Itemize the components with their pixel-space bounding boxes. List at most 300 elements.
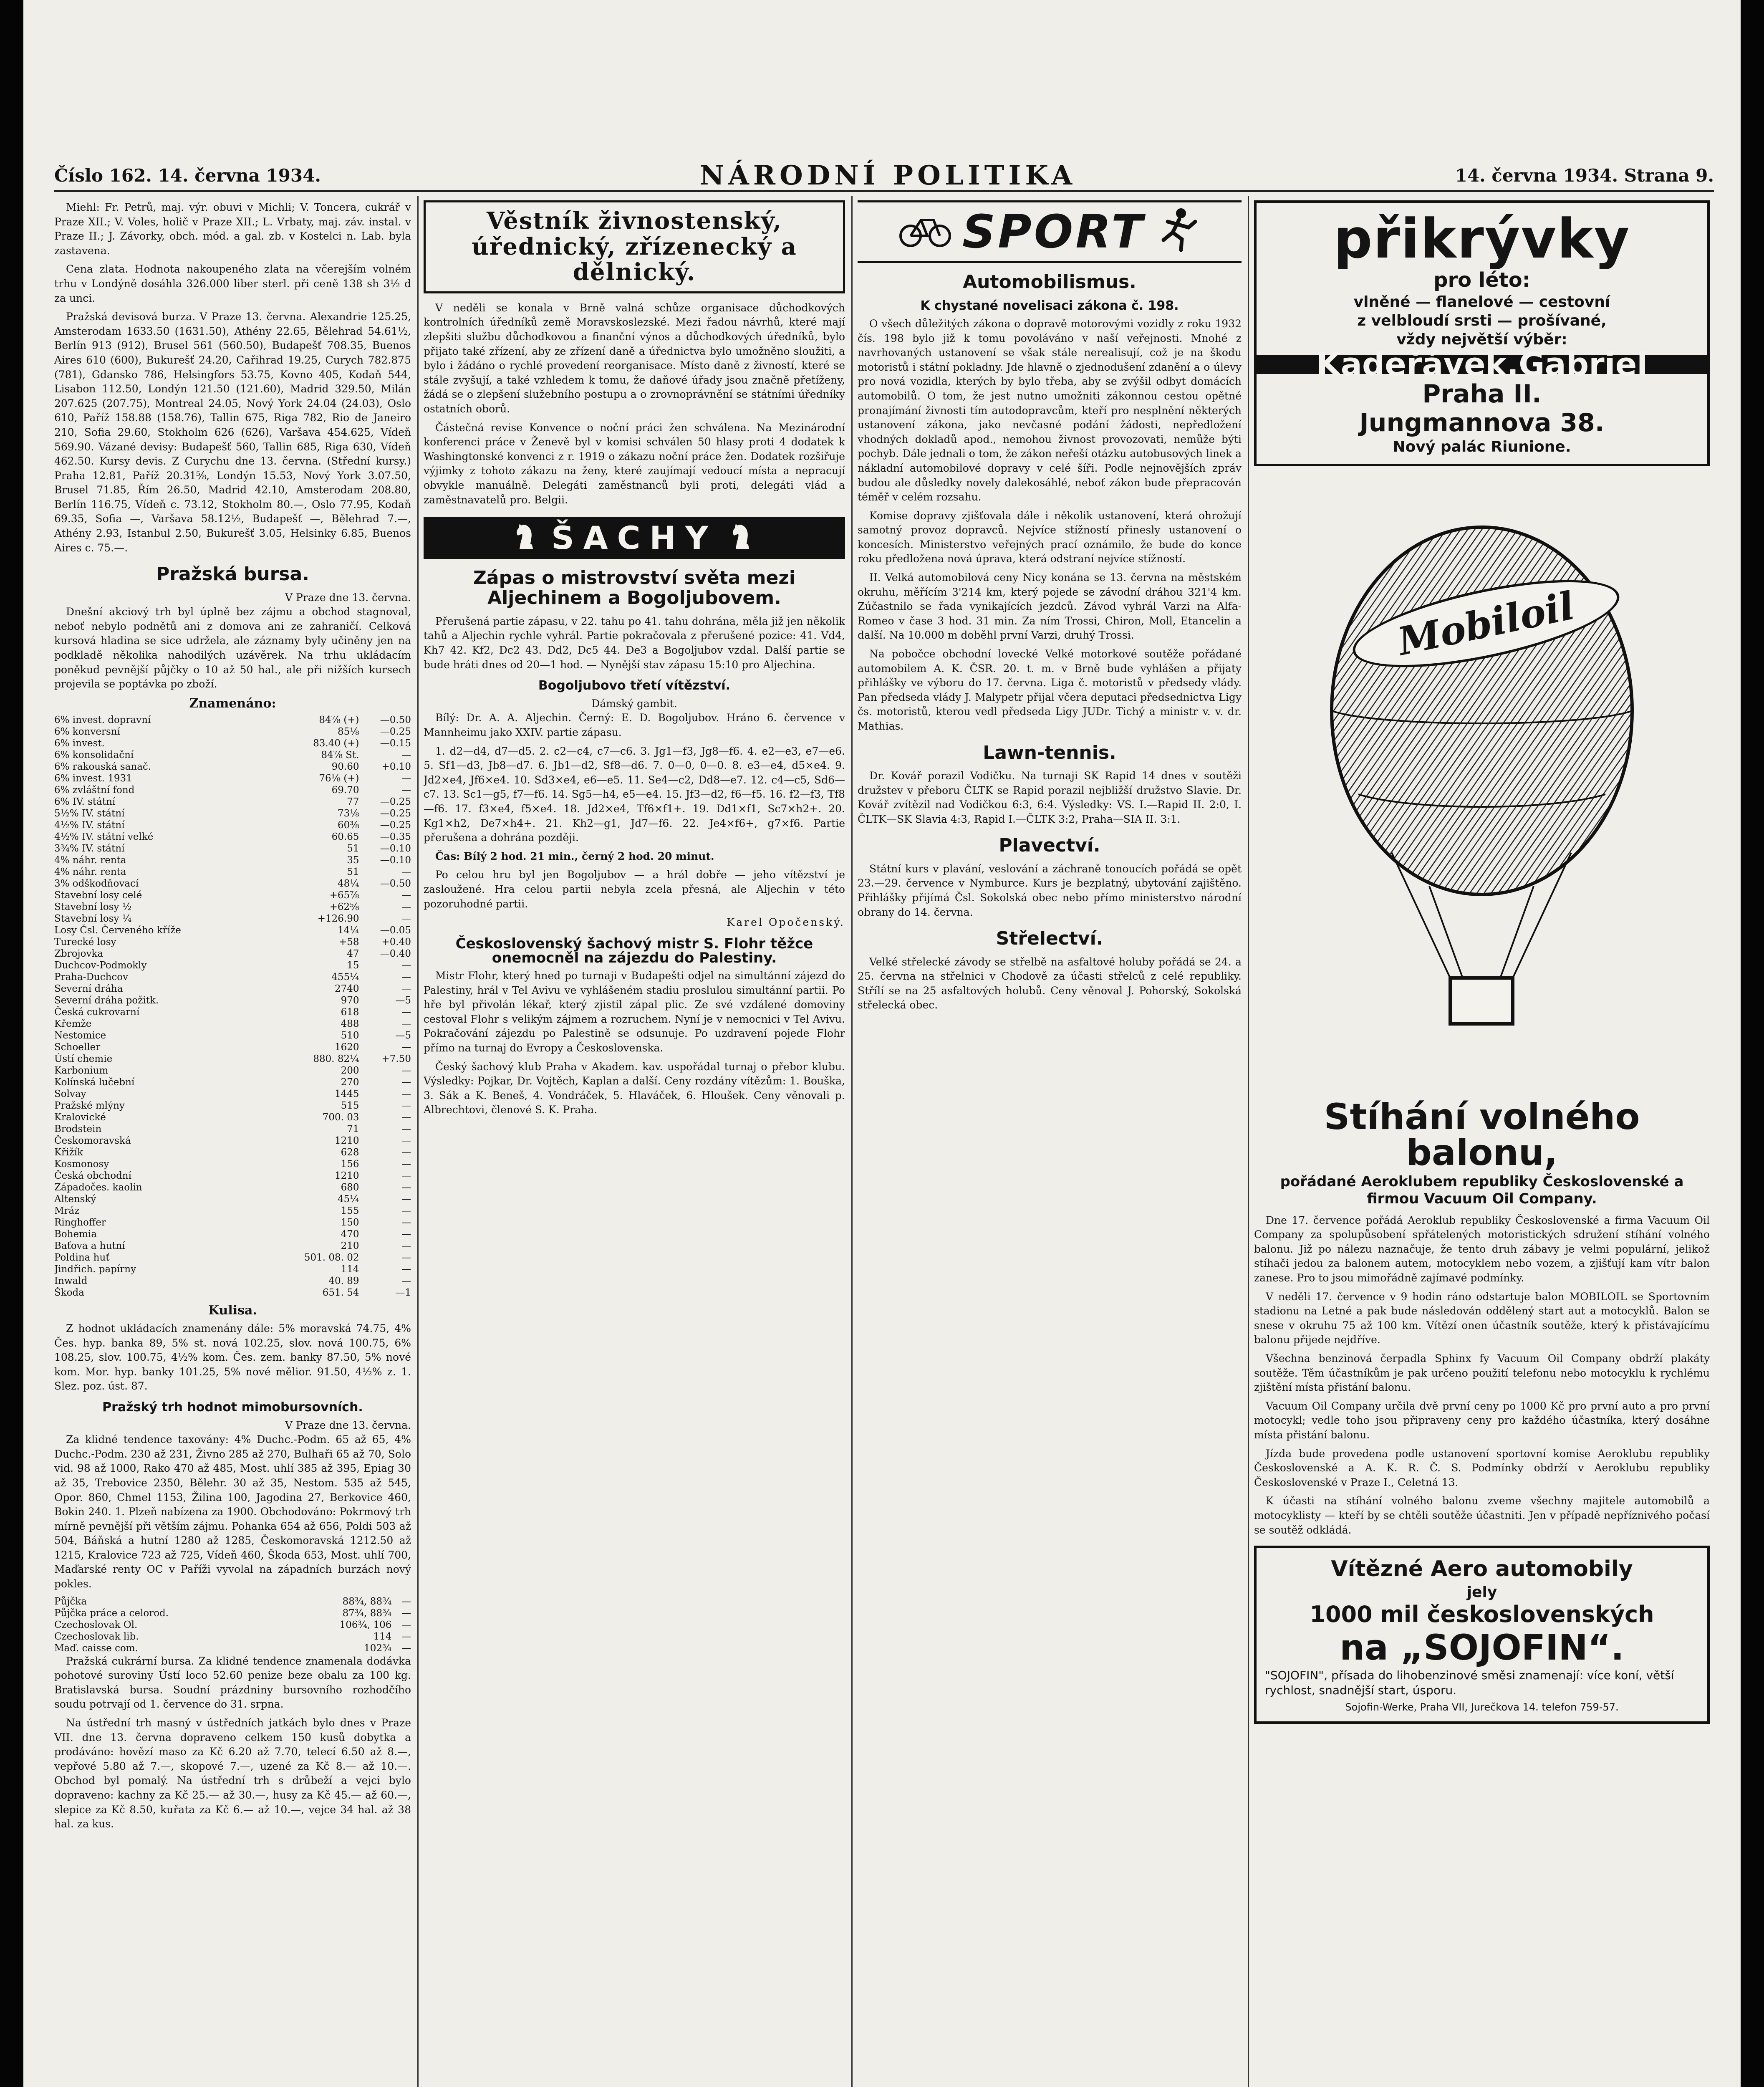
stock-name: Škoda xyxy=(54,1287,84,1299)
stock-change: —0.05 xyxy=(380,925,411,936)
stock-price: 880. 82¼ xyxy=(313,1054,359,1065)
table-row xyxy=(54,1041,411,1053)
table-row xyxy=(54,796,411,808)
header-right: 14. června 1934. Strana 9. xyxy=(1455,165,1714,186)
stock-change: —0.40 xyxy=(380,948,411,960)
table-row xyxy=(54,1642,411,1654)
stock-name: Zbrojovka xyxy=(54,948,103,960)
article-intro: Miehl: Fr. Petrů, maj. výr. obuvi v Michli; V. Toncera, cukrář v Praze XII.; V. Voles, holič v Praze XII.; L. Vrbaty, maj. záv. instal. v Praze II.; J. Závorky, obch. mód. a gal. zb. v Kostelci n. Lab. byla zastavena. xyxy=(54,201,411,257)
balloon-brand: Mobiloil xyxy=(1346,562,1626,685)
table-row xyxy=(54,773,411,784)
chess-banner xyxy=(424,517,845,559)
header-left: Číslo 162. 14. června 1934. xyxy=(54,165,321,186)
article-balloon: Dne 17. července pořádá Aeroklub republiky Československé a firma Vacuum Oil Company za spolupůsobení spřátelených motoristických sdružení stíhání volného balonu. Již po nálezu naznačuje, že tento druh zábavy je velmi populární, jelikož stíhači jedou za balonem autem, motocyklem nebo vozem, a zjišťují kam vítr balon zanese. Pro to jsou mimořádně zajímavé podmínky. xyxy=(1254,1214,1710,1284)
stock-name: 6% IV. státní xyxy=(54,796,116,808)
stock-price: 150 xyxy=(341,1217,359,1228)
table-row xyxy=(54,1112,411,1123)
stock-change: —0.10 xyxy=(380,855,411,866)
bicycle-icon xyxy=(898,211,952,253)
stock-name: Kolínská lučební xyxy=(54,1077,135,1088)
column-ads xyxy=(1254,200,1710,2087)
stock-change: —5 xyxy=(395,995,411,1006)
stock-change: — xyxy=(401,750,411,761)
table-row xyxy=(54,738,411,749)
stock-price: 1445 xyxy=(334,1089,359,1100)
plav-title: Plavectví. xyxy=(999,835,1100,857)
stock-name: Duchcov-Podmokly xyxy=(54,960,147,971)
stock-change: — xyxy=(401,1089,411,1100)
balloon-subtitle: pořádané Aeroklubem republiky Československé a firmou Vacuum Oil Company. xyxy=(1280,1173,1684,1207)
table-row xyxy=(54,1217,411,1228)
ad-blankets-line: pro léto: xyxy=(1433,268,1530,292)
vestnik-title: Věstník živnostenský, úřednický, zřízenecký a dělnický. xyxy=(424,200,845,293)
stock-price: 270 xyxy=(341,1077,359,1088)
stock-price: 76⅛ (+) xyxy=(319,773,359,784)
table-row xyxy=(54,983,411,995)
scan-edge-left xyxy=(0,0,23,2087)
stock-name: Altenský xyxy=(54,1194,96,1205)
kulisa-heading: Kulisa. xyxy=(208,1303,257,1318)
stock-change: —1 xyxy=(395,1287,411,1299)
stock-change: — xyxy=(401,890,411,901)
table-row xyxy=(54,1018,411,1030)
sport-banner-label: SPORT xyxy=(962,205,1146,258)
table-row xyxy=(54,1596,411,1607)
chess-signature: Karel Opočenský. xyxy=(727,916,845,929)
table-row xyxy=(54,878,411,889)
table-row xyxy=(54,1123,411,1135)
table-row xyxy=(54,726,411,738)
stock-change: — xyxy=(401,1182,411,1193)
stock-change: — xyxy=(401,983,411,995)
stock-change: — xyxy=(401,1077,411,1088)
stock-change: — xyxy=(401,960,411,971)
stock-name: 6% zvláštní fond xyxy=(54,785,135,796)
article-auto-4: Na pobočce obchodní lovecké Velké motorkové soutěže pořádané automobilem A. K. ČSR. 20. t. m. v Brně bude vyhlášen a přijaty přihlášky ve výboru do 17. června. Liga č. motoristů v předsedy vlády. Pan předseda vlády J. Malypetr přijal včera deputaci předsednictva Ligy čs. motoristů, kterou vedl předseda Ligy JUDr. Tichý a ministr v. v. dr. Mathias. xyxy=(858,648,1242,733)
article-balloon: Všechna benzinová čerpadla Sphinx fy Vacuum Oil Company obdrží plakáty soutěže. Těm účastníkům je pak určeno použití telefonu nebo motocyklu k rychlému zjištění místa přistání balonu. xyxy=(1254,1352,1710,1394)
stock-change: — xyxy=(401,1159,411,1170)
stock-change: —0.25 xyxy=(380,726,411,738)
article-devisy: Pražská devisová burza. V Praze 13. června. Alexandrie 125.25, Amsterodam 1633.50 (1631.50), Athény 22.65, Bělehrad 54.61½, Berlín 913 (912), Brusel 561 (560.50), Budapešť 708.35, Buenos Aires 610 (600), Bukurešť 24.20, Cařihrad 19.25, Curych 782.875 (781), Gdansko 786, Helsingfors 53.75, Kovno 405, Kodaň 544, Lisabon 112.50, Londýn 121.50 (121.60), Madrid 329.50, Milán 207.625 (207.75), Montreal 24.05, Nový York 24.04 (24.03), Oslo 610, Paříž 158.88 (158.76), Tallin 675, Riga 782, Rio de Janeiro 210, Sofia 29.60, Stokholm 626 (626), Varšava 454.625, Vídeň 569.90. Vázané devisy: Budapešť 560, Tallin 685, Riga 630, Vídeň 462.50. Kursy devis. Z Curychu dne 13. června. (Střední kursy.) Praha 12.81, Paříž 20.31⅝, Londýn 15.53, Nový York 3.07.50, Brusel 71.85, Řím 26.50, Madrid 42.10, Amsterodam 208.80, Berlín 116.75, Vídeň c. 73.12, Stokholm 80.—, Oslo 77.95, Kodaň 69.35, Sofia —, Varšava 58.12½, Budapešť —, Bělehrad 7.—, Athény 2.93, Istanbul 2.50, Bukurešť 3.05, Helsinky 6.85, Buenos Aires c. 75.—. xyxy=(54,311,411,554)
stock-price: 47 xyxy=(347,948,359,960)
knight-icon xyxy=(730,521,755,555)
article-bursa: Dnešní akciový trh byl úplně bez zájmu a obchod stagnoval, neboť nebylo podnětů ani z domova ani ze zahraničí. Celková kursová hladina se sice udržela, ale záznamy byly učiněny jen na podkladě několika nahodilých uzávěrek. Na trhu ukládacím poněkud pevnější půjčky o 10 až 50 hal., ale při nižších kursech projevila se poptávka po zboží. xyxy=(54,606,411,690)
stock-price: 515 xyxy=(341,1100,359,1112)
stock-price: 14¼ xyxy=(337,925,359,936)
stock-name: Inwald xyxy=(54,1276,88,1287)
article-market: Na ústřední trh masný v ústředních jatkách bylo dnes v Praze VII. dne 13. června dopraveno celkem 150 kusů dobytka a prodáváno: hovězí maso za Kč 6.20 až 7.70, telecí 6.50 až 8.—, vepřové 5.80 až 7.—, skopové 7.—, uzené za Kč 8.— až 10.—. Obchod byl pomalý. Na ústřední trh s drůbeží a vejci bylo dopraveno: kachny za Kč 25.— až 30.—, husy za Kč 45.— až 60.—, slepice za Kč 8.50, kuřata za Kč 6.— až 10.—, vejce 34 hal. až 38 hal. za kus. xyxy=(54,1717,411,1830)
stock-change: — xyxy=(401,1124,411,1135)
stock-name: Ústí chemie xyxy=(54,1054,113,1065)
stock-name: Pražské mlýny xyxy=(54,1100,125,1112)
table-row xyxy=(54,714,411,726)
stock-price: 35 xyxy=(347,855,359,866)
article-closing: Z hodnot ukládacích znamenány dále: 5% moravská 74.75, 4% Čes. hyp. banka 89, 5% st. nová 102.25, slov. nová 100.75, 6% 108.25, slov. 100.75, 4½% kom. Čes. zem. banky 87.50, 5% nové kom. Mor. hyp. banky 101.25, 5% nové mělior. 91.50, 4½% z. 1. Slez. poz. úst. 87. xyxy=(54,1322,411,1392)
ad-blankets xyxy=(1254,200,1710,466)
table-row xyxy=(54,761,411,773)
table-row xyxy=(54,1076,411,1088)
stre-title: Střelectví. xyxy=(996,928,1103,950)
table-row xyxy=(54,1147,411,1158)
dateline: V Praze dne 13. června. xyxy=(285,591,411,604)
stock-price: 155 xyxy=(341,1205,359,1217)
stock-name: Českomoravská xyxy=(54,1135,131,1147)
stock-name: Solvay xyxy=(54,1089,86,1100)
stock-name: Kralovické xyxy=(54,1112,106,1123)
article-lawn: Dr. Kovář porazil Vodičku. Na turnaji SK Rapid 14 dnes v soutěži družstev v přeboru ČLTK se Rapid porazil nejbližší družstvo Slavie. Dr. Kovář zvítězil nad Vodičkou 6:3, 6:4. Výsledky: VS. I.—Rapid II. 2:0, I. ČLTK—SK Slavia 4:3, Rapid I.—ČLTK 3:2, Praha—SIA II. 3:1. xyxy=(858,770,1242,825)
stock-change: — xyxy=(401,1217,411,1228)
table-row xyxy=(54,831,411,843)
stock-price: 40. 89 xyxy=(328,1276,359,1287)
stock-price: 51 xyxy=(347,843,359,854)
stock-name: Severní dráha xyxy=(54,983,123,995)
chess-subtitle: Bogoljubovo třetí vítězství. xyxy=(538,678,731,693)
stock-price: 114 xyxy=(341,1264,359,1275)
stock-name: 4½% IV. státní velké xyxy=(54,831,154,843)
stock-price: +62⅝ xyxy=(329,902,359,913)
stock-price: 618 xyxy=(341,1007,359,1018)
table-row xyxy=(54,1240,411,1252)
stock-name: Czechoslovak Ol. xyxy=(54,1619,138,1630)
stock-change: —0.50 xyxy=(380,878,411,889)
stock-name: Křižík xyxy=(54,1147,83,1158)
stock-change: — xyxy=(401,1205,411,1217)
sport-banner xyxy=(858,200,1242,263)
stock-price: 628 xyxy=(341,1147,359,1158)
stock-name: Česká obchodní xyxy=(54,1170,131,1182)
stock-name: Ringhoffer xyxy=(54,1217,106,1228)
stock-change: —5 xyxy=(395,1030,411,1041)
column-chess xyxy=(424,200,845,2087)
balloon-icon xyxy=(1254,477,1710,1095)
ad-sojofin-big: na „SOJOFIN“. xyxy=(1340,1627,1624,1668)
stock-name: Půjčka xyxy=(54,1596,87,1607)
table-row xyxy=(54,925,411,936)
stock-change: — xyxy=(401,1642,411,1654)
stock-change: — xyxy=(401,867,411,878)
table-row xyxy=(54,936,411,948)
stock-price: 114 xyxy=(373,1631,392,1642)
ad-sojofin-mid: 1000 mil československých xyxy=(1310,1601,1654,1628)
stock-name: Západočes. kaolin xyxy=(54,1182,142,1193)
stock-change: — xyxy=(401,902,411,913)
dateline: V Praze dne 13. června. xyxy=(285,1419,411,1431)
stock-name: 3¾% IV. státní xyxy=(54,843,125,854)
knight-icon xyxy=(514,521,539,555)
table-row xyxy=(54,1287,411,1299)
table-row xyxy=(54,1182,411,1193)
stock-price: 700. 03 xyxy=(322,1112,359,1123)
stock-name: Mráz xyxy=(54,1205,80,1217)
table-row xyxy=(54,960,411,971)
stock-price: +126.90 xyxy=(317,913,359,925)
stock-price: 71 xyxy=(347,1124,359,1135)
table-row xyxy=(54,854,411,866)
table-row xyxy=(54,948,411,960)
stock-change: —0.25 xyxy=(380,796,411,808)
stock-name: Poldina huť xyxy=(54,1252,110,1263)
stock-change: —0.25 xyxy=(380,808,411,819)
table-row xyxy=(54,1193,411,1205)
stock-change: — xyxy=(401,1100,411,1112)
column-sport xyxy=(858,200,1242,2087)
small-table xyxy=(54,1596,411,1654)
column-rule xyxy=(1248,196,1249,2087)
stock-name: Karbonium xyxy=(54,1065,109,1076)
stock-price: 680 xyxy=(341,1182,359,1193)
ad-sojofin-text: "SOJOFIN", přísada do lihobenzinové směsi znamenají: více koní, větší rychlost, snadnější start, úsporu. xyxy=(1265,1668,1674,1698)
stock-name: Stavební losy ¼ xyxy=(54,913,132,925)
table-row xyxy=(54,1205,411,1217)
ad-blankets-name: Kadeřávek.Gabriel xyxy=(1257,355,1707,374)
article-flohr: Mistr Flohr, který hned po turnaji v Budapešti odjel na simultánní zájezd do Palestiny, hrál v Tel Avivu ve vyhlášeném stadiu proslulou simultánní partii. Po hře byl přivolán lékař, který zjistil zápal plic. Ze své vzdálené domoviny cestoval Flohr s velikým zájmem a rozruchem. Nyní je v nemocnici v Tel Avivu. Pokračování zájezdu po Palestině se odsunuje. Po uzdravení pojede Flohr přímo na turnaj do Evropy a Československa. xyxy=(424,969,845,1054)
article-stre: Velké střelecké závody se střelbě na asfaltové holuby pořádá se 24. a 25. června na střelnici v Chodově za účasti střelců z celé republiky. Střílí se na 25 asfaltových holubů. Ceny věnoval J. Pohorský, Sokolská střelecká obec. xyxy=(858,955,1242,1011)
stock-change: — xyxy=(401,1264,411,1275)
table-row xyxy=(54,1030,411,1041)
stock-name: Czechoslovak lib. xyxy=(54,1631,139,1642)
table-row xyxy=(54,901,411,913)
article-balloon: V neděli 17. července v 9 hodin ráno odstartuje balon MOBILOIL se Sportovním stadionu na Letné a pak bude následován oddělený start aut a motocyklů. Balon se snese v okruhu 75 až 100 km. Vítězí onen účastník soutěže, který k přistávajícímu balonu přijede nejdříve. xyxy=(1254,1290,1710,1346)
table-row xyxy=(54,913,411,925)
stock-change: — xyxy=(401,1135,411,1147)
table-row xyxy=(54,889,411,901)
stock-name: Křemže xyxy=(54,1018,92,1030)
stock-change: —0.15 xyxy=(380,738,411,749)
article-vestnik-1: V neděli se konala v Brně valná schůze organisace důchodkových kontrolních úředníků země Moravskoslezské. Mezi řadou návrhů, které mají zlepšiti službu důchodkovou a finanční výnos a důchodkových úředníků, bylo přijato také zřízení, aby ze zřízení daně a úřednictva bylo umožněno sloužiti, a bylo i žádáno o rychlé provedení reorganisace. Místo daně z živností, které se stále zvyšují, a také vzhledem k tomu, že daňové úřady jsou značně přetíženy, žádá se o zlepšení služebního postupu a o zrovnoprávnění se státními úředníky ostatních oborů. xyxy=(424,301,845,415)
stock-price: 51 xyxy=(347,867,359,878)
ad-sojofin-line: Vítězné Aero automobily xyxy=(1331,1556,1633,1582)
stock-name: 5½% IV. státní xyxy=(54,808,125,819)
stock-name: 6% rakouská sanač. xyxy=(54,761,151,773)
ad-sojofin-line: jely xyxy=(1466,1584,1497,1601)
table-row xyxy=(54,843,411,854)
stock-name: Stavební losy ½ xyxy=(54,902,132,913)
stock-name: Bohemia xyxy=(54,1229,97,1240)
article-sugar: Pražská cukrární bursa. Za klidné tendence znamenala dodávka pohotové suroviny Ústí loco 52.60 penize beze obalu za 100 kg. Bratislavská bursa. Soudní prázdniny bursovního rozhodčího soudu potrvají od 1. července do 31. srpna. xyxy=(54,1655,411,1711)
section-title-mimo: Pražský trh hodnot mimobursovních. xyxy=(102,1400,363,1415)
stock-change: — xyxy=(401,1018,411,1030)
article-balloon: Jízda bude provedena podle ustanovení sportovní komise Aeroklubu republiky Československé a A. K. R. Č. S. Podmínky obdrží v Aeroklubu republiky Československé v Praze I., Celetná 13. xyxy=(1254,1447,1710,1488)
stock-name: Praha-Duchcov xyxy=(54,972,129,983)
table-row xyxy=(54,995,411,1006)
stock-name: 4% náhr. renta xyxy=(54,867,126,878)
table-row xyxy=(54,1631,411,1642)
table-row xyxy=(54,1275,411,1287)
article-plav: Státní kurs v plavání, veslování a záchraně tonoucích pořádá se opět 23.—29. července v Nymburce. Kurs je bezplatný, ubytování zajištěno. Přihlášky přijímá Čsl. Sokolská obec nebo přímo ministerstvo národní obrany do 14. června. xyxy=(858,862,1242,918)
table-row xyxy=(54,819,411,831)
table-row xyxy=(54,1252,411,1263)
stock-price: 60.65 xyxy=(331,831,359,843)
ad-blankets-city: Praha II. xyxy=(1422,379,1542,409)
stock-name: 3% odškodňovací xyxy=(54,878,139,889)
stock-change: +0.40 xyxy=(381,937,411,948)
stock-price: 102¾ xyxy=(364,1642,392,1654)
stock-change: — xyxy=(401,1229,411,1240)
masthead: NÁRODNÍ POLITIKA xyxy=(699,159,1076,191)
stock-change: — xyxy=(401,1194,411,1205)
stock-change: —0.35 xyxy=(380,831,411,843)
flohr-title: Československý šachový mistr S. Flohr těžce onemocněl na zájezdu do Palestiny. xyxy=(455,935,813,967)
stock-price: 87¾, 88¾ xyxy=(342,1607,392,1619)
stock-price: 84⅞ St. xyxy=(321,750,359,761)
stock-name: 6% invest. xyxy=(54,738,105,749)
article-vestnik-2: Částečná revise Konvence o noční práci žen schválena. Na Mezinárodní konferenci práce v Ženevě byl v komisi schválen 50 hlasy proti 4 dodatek k Washingtonské konvenci z r. 1919 o zákazu noční práce žen. Dodatek rozšiřuje výjimky z tohoto zákazu na ženy, které zaujímají vedoucí místa a nepracují obvykle manuálně. Delegáti zaměstnanců byli proti, delegáti vlád a zaměstnavatelů pro. Belgii. xyxy=(424,421,845,506)
column-rule xyxy=(851,196,853,2087)
chess-time: Čas: Bílý 2 hod. 21 min., černý 2 hod. 20 minut. xyxy=(435,850,714,862)
stock-change: — xyxy=(401,785,411,796)
stock-change: —0.10 xyxy=(380,843,411,854)
table-row xyxy=(54,1088,411,1100)
stock-name: Kosmonosy xyxy=(54,1159,109,1170)
stock-change: — xyxy=(401,1065,411,1076)
table-row xyxy=(54,1607,411,1619)
article-chess-1: Přerušená partie zápasu, v 22. tahu po 41. tahu dohrána, měla již jen několik tahů a Aljechin rychle vyhrál. Partie pokračovala z přerušené pozice: 41. Vd4, Kh7 42. Kf2, Dc2 43. Dd2, Dc5 44. De3 a Bogoljubov vzdal. Další partie se bude hráti dnes od 20—1 hod. — Nynější stav zápasu 15:10 pro Aljechina. xyxy=(424,615,845,671)
stock-change: — xyxy=(401,972,411,983)
stock-name: Jindřich. papírny xyxy=(54,1264,136,1275)
stock-price: 1620 xyxy=(334,1042,359,1053)
article-auto-2: Komise dopravy zjišťovala dále i několik ustanovení, která ohrožují samotný provoz dopravců. Nejvíce stížností přinesly ustanovení o koncesích. Ministerstvo veřejných prací oznámilo, že bude do konce roku předložena nová úprava, která odstraní nejvíce stížností. xyxy=(858,509,1242,565)
stock-change: —0.25 xyxy=(380,820,411,831)
table-row xyxy=(54,1053,411,1065)
table-row xyxy=(54,1065,411,1076)
stock-name: 6% invest. dopravní xyxy=(54,715,151,726)
chess-comment: Po celou hru byl jen Bogoljubov — a hrál dobře — jeho vítězství je zasloužené. Hra celou partii nebyla zcela přesná, ale Aljechin v této pozoruhodné partii. xyxy=(424,869,845,910)
stock-name: 4% náhr. renta xyxy=(54,855,126,866)
stock-price: 970 xyxy=(341,995,359,1006)
scan-edge-right xyxy=(1741,0,1764,2087)
column-finance xyxy=(54,200,411,2087)
lawn-title: Lawn-tennis. xyxy=(983,742,1116,763)
table-row xyxy=(54,1170,411,1182)
ad-blankets-note: Nový palác Riunione. xyxy=(1393,438,1571,456)
stock-price: +65⅞ xyxy=(329,890,359,901)
chess-title: Zápas o mistrovství světa mezi Aljechinem a Bogoljubovem. xyxy=(473,567,796,609)
stock-change: — xyxy=(401,1112,411,1123)
ad-blankets-line: z velbloudí srsti — prošívané, xyxy=(1357,312,1607,329)
stock-change: —0.50 xyxy=(380,715,411,726)
table-row xyxy=(54,1135,411,1147)
ad-blankets-line: vlněné — flanelové — cestovní xyxy=(1353,293,1610,311)
stock-price: 69.70 xyxy=(331,785,359,796)
stocks-heading: Znamenáno: xyxy=(189,696,276,711)
stock-price: 156 xyxy=(341,1159,359,1170)
table-row xyxy=(54,1263,411,1275)
stock-price: 15 xyxy=(347,960,359,971)
stock-price: 106¾, 106 xyxy=(339,1619,392,1630)
stock-change: — xyxy=(401,1631,411,1642)
stock-price: 501. 08. 02 xyxy=(304,1252,359,1263)
article-balloon: Vacuum Oil Company určila dvě první ceny po 1000 Kč pro první auto a pro první motocykl; vedle toho jsou připraveny ceny pro každého účastníka, který dosáhne místa přistání balonu. xyxy=(1254,1400,1710,1441)
stock-change: — xyxy=(401,1170,411,1182)
stock-name: Baťova a hutní xyxy=(54,1241,125,1252)
article-balloon: K účasti na stíhání volného balonu zveme všechny majitele automobilů a motocyklisty — kteří by se chtěli soutěže účastniti. Jen v případě nepříznivého počasí se soutěž odkládá. xyxy=(1254,1495,1710,1536)
article-auto-1: O všech důležitých zákona o dopravě motorovými vozidly z roku 1932 čís. 198 bylo již k tomu povoláváno v naší veřejnosti. Mnohé z navrhovaných ustanovení se však stále nerealisují, což je na škodu motoristů i státní pokladny. Jde hlavně o zjednodušení zdanění a o úlevy pro nová vozidla, kterých by bylo třeba, aby se zvýšil odbyt domácích automobilů. O tom, že jest nutno umožniti zákonnou cestou opětné pronajímání živnosti tím autodopravcům, kteří pro nesplnění některých ustanovení zákona, jako nevčasné podání žádosti, nepředložení vhodných dokladů apod., nemohou živnost provozovati, nemůže býti pochyb. Dále jednali o tom, že zákon neřeší otázku autobusových linek a nákladní automobilové dopravy v celé šíři. Podle nejnovějších zpráv budou ale důsledky novely dalekosáhlé, neboť zákon bude přepracován téměř v celém rozsahu. xyxy=(858,317,1242,503)
balloon-illustration xyxy=(1254,477,1710,1095)
balloon-title: Stíhání volného balonu, xyxy=(1324,1096,1640,1174)
table-row xyxy=(54,971,411,983)
stock-change: — xyxy=(401,1042,411,1053)
table-row xyxy=(54,784,411,796)
ad-sojofin-footer: Sojofin-Werke, Praha VII, Jurečkova 14. telefon 759-57. xyxy=(1345,1701,1619,1713)
stock-price: 651. 54 xyxy=(322,1287,359,1299)
stock-name: 6% konsolidační xyxy=(54,750,134,761)
table-row xyxy=(54,1228,411,1240)
stocks-table xyxy=(54,714,411,1299)
stock-change: — xyxy=(401,1607,411,1619)
stock-name: Turecké losy xyxy=(54,937,116,948)
column-rule xyxy=(417,196,419,2087)
stock-change: +0.10 xyxy=(381,761,411,773)
stock-name: Severní dráha požitk. xyxy=(54,995,159,1006)
stock-change: — xyxy=(401,1007,411,1018)
stock-name: Maď. caisse com. xyxy=(54,1642,138,1654)
stock-change: — xyxy=(401,1619,411,1630)
stock-name: Nestomice xyxy=(54,1030,106,1041)
stock-price: 2740 xyxy=(334,983,359,995)
stock-price: 1210 xyxy=(334,1135,359,1147)
stock-price: 455¼ xyxy=(331,972,359,983)
stock-price: +58 xyxy=(338,937,359,948)
stock-price: 210 xyxy=(341,1241,359,1252)
stock-name: Česká cukrovarní xyxy=(54,1007,140,1018)
stock-change: — xyxy=(401,1252,411,1263)
chess-banner-label: ŠACHY xyxy=(551,519,717,556)
stock-name: Losy Čsl. Červeného kříže xyxy=(54,925,181,936)
article-mimo: Za klidné tendence taxovány: 4% Duchc.-Podm. 65 až 65, 4% Duchc.-Podm. 230 až 231, Živno 285 až 270, Bulhaři 65 až 70, Solo vid. 98 až 1000, Rako 470 až 485, Most. uhlí 385 až 395, Epiag 30 až 35, Trebovice 2350, Bělehr. 30 až 35, Nestom. 535 až 545, Opor. 860, Chmel 1153, Žilina 100, Jagodina 27, Berkovice 460, Bokin 240. 1. Plzeň nabízena za 1900. Obchodováno: Pokrmový trh mírně pevnější při větším zájmu. Pohanka 654 až 656, Poldi 503 až 504, Báňská a hutní 1280 až 1285, Českomoravská 1212.50 až 1215, Kralovice 723 až 725, Vídeň 460, Škoda 653, Most. uhlí 700, Maďarské renty OC v Paříži vyvolal na západních burzách nový pokles. xyxy=(54,1433,411,1590)
chess-players: Bílý: Dr. A. A. Aljechin. Černý: E. D. Bogoljubov. Hráno 6. července v Mannheimu jako XXIV. partie zápasu. xyxy=(424,712,845,739)
stock-price: 200 xyxy=(341,1065,359,1076)
table-row xyxy=(54,1006,411,1018)
stock-price: 488 xyxy=(341,1018,359,1030)
ad-blankets-street: Jungmannova 38. xyxy=(1359,408,1605,438)
article-club: Český šachový klub Praha v Akadem. kav. uspořádal turnaj o přebor klubu. Výsledky: Pojkar, Dr. Vojtěch, Kaplan a další. Ceny rozdány vítězům: 1. Bouška, 3. Sák a K. Beneš, 4. Vondráček, 5. Hlaváček, 6. Hloušek. Ceny věnovali p. Albrechtovi, členové S. K. Praha. xyxy=(424,1060,845,1116)
chess-opening: Dámský gambit. xyxy=(591,697,677,710)
auto-title: Automobilismus. xyxy=(963,271,1136,293)
table-row xyxy=(54,749,411,761)
stock-change: — xyxy=(401,1147,411,1158)
stock-price: 77 xyxy=(347,796,359,808)
stock-price: 85⅛ xyxy=(337,726,359,738)
chess-moves: 1. d2—d4, d7—d5. 2. c2—c4, c7—c6. 3. Jg1—f3, Jg8—f6. 4. e2—e3, e7—e6. 5. Sf1—d3, Jb8—d7. 6. Jb1—d2, Sf8—d6. 7. 0—0, 0—0. 8. e3—e4, d5×e4. 9. Jd2×e4, Jf6×e4. 10. Sd3×e4, e6—e5. 11. Se4—c2, Dd8—e7. 12. c4—c5, Sd6—c7. 13. Sc1—g5, f7—f6. 14. Sg5—h4, e5—e4. 15. Jf3—d2, f6—f5. 16. f2—f3, Tf8—f6. 17. f3×e4, f5×e4. 18. Jd2×e4, Tf6×f1+. 19. Dd1×f1, Sc7×h2+. 20. Kg1×h2, De7×h4+. 21. Kh2—g1, Jd7—f6. 22. Je4×f6+, g7×f6. Partie přerušena a dohrána později. xyxy=(424,745,845,844)
stock-change: +7.50 xyxy=(381,1054,411,1065)
stock-name: 6% invest. 1931 xyxy=(54,773,132,784)
stock-price: 45¼ xyxy=(337,1194,359,1205)
page-header xyxy=(54,161,1714,192)
stock-price: 510 xyxy=(341,1030,359,1041)
stock-price: 73⅛ xyxy=(337,808,359,819)
section-title-bursa: Pražská bursa. xyxy=(156,563,309,585)
table-row xyxy=(54,1100,411,1112)
ad-blankets-title: přikrývky xyxy=(1333,207,1630,270)
table-row xyxy=(54,1619,411,1631)
article-gold: Cena zlata. Hodnota nakoupeného zlata na včerejším volném trhu v Londýně dosáhla 326.000 liber sterl. při ceně 138 sh 3½ d za unci. xyxy=(54,263,411,304)
stock-change: — xyxy=(401,1276,411,1287)
stock-price: 470 xyxy=(341,1229,359,1240)
ad-blankets-line: vždy největší výběr: xyxy=(1396,331,1567,348)
stock-price: 90.60 xyxy=(331,761,359,773)
stock-name: Stavební losy celé xyxy=(54,890,142,901)
stock-price: 1210 xyxy=(334,1170,359,1182)
stock-name: 4½% IV. státní xyxy=(54,820,125,831)
stock-change: — xyxy=(401,1596,411,1607)
auto-subtitle: K chystané novelisaci zákona č. 198. xyxy=(920,298,1179,313)
ad-sojofin xyxy=(1254,1546,1710,1724)
stock-change: — xyxy=(401,913,411,925)
table-row xyxy=(54,1158,411,1170)
stock-price: 48¼ xyxy=(337,878,359,889)
article-auto-3: II. Velká automobilová ceny Nicy konána se 13. června na městském okruhu, měřícím 3'214 km, který pojede se závodní dráhou 321'4 km. Zúčastnilo se řada vynikajících jezdců. Závod vyhrál Varzi na Alfa-Romeo v čase 3 hod. 31 min. Za ním Trossi, Chiron, Moll, Etancelin a další. Na 10.000 m doběhl první Varzi, druhý Trossi. xyxy=(858,571,1242,642)
stock-price: 83.40 (+) xyxy=(313,738,359,749)
